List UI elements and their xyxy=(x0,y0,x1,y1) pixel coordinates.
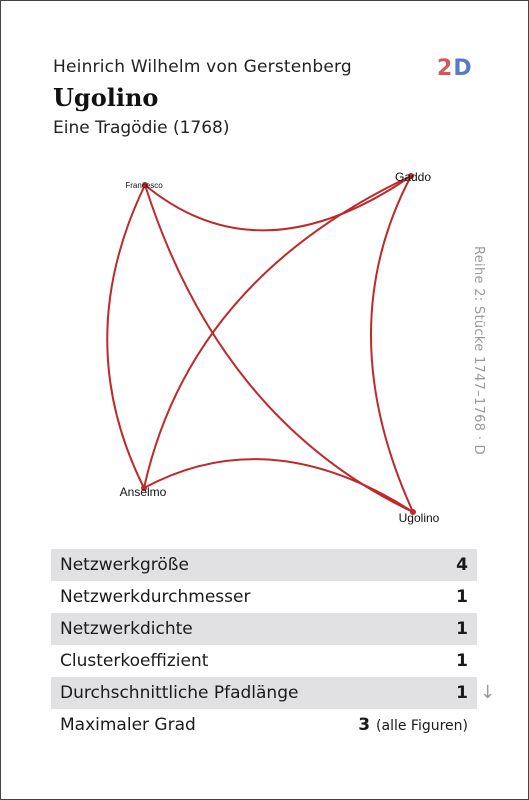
arrow-down-icon[interactable]: ↓ xyxy=(480,682,496,703)
stat-row xyxy=(51,581,477,613)
series-code-letter: D xyxy=(453,56,473,81)
node-label: Anselmo xyxy=(119,485,167,499)
stat-note: (alle Figuren) xyxy=(376,718,468,734)
node-label: Francesco xyxy=(125,181,163,190)
network-edge xyxy=(371,176,413,512)
network-edges xyxy=(107,176,413,512)
stat-label: Netzwerkgröße xyxy=(60,555,189,575)
stat-row xyxy=(51,549,477,581)
author: Heinrich Wilhelm von Gerstenberg xyxy=(53,57,352,77)
stat-label: Durchschnittliche Pfadlänge xyxy=(60,683,299,703)
network-edge xyxy=(107,185,145,488)
stat-value-group xyxy=(358,715,468,735)
network-nodes xyxy=(120,170,440,525)
stat-row xyxy=(51,709,477,741)
stat-row xyxy=(51,677,477,709)
play-title: Ugolino xyxy=(53,83,159,112)
stats-table xyxy=(51,549,477,741)
series-code-number: 2 xyxy=(437,56,454,81)
stat-row xyxy=(51,613,477,645)
node-label: Gaddo xyxy=(394,170,432,184)
stat-value: 1 xyxy=(456,651,468,671)
stat-label: Maximaler Grad xyxy=(60,715,196,735)
stat-value: 1 xyxy=(456,683,468,703)
stat-value: 1 xyxy=(456,619,468,639)
network-edge xyxy=(145,176,411,230)
stat-label: Netzwerkdurchmesser xyxy=(60,587,251,607)
network-edge xyxy=(145,185,413,512)
stat-value: 4 xyxy=(456,555,468,575)
play-subtitle: Eine Tragödie (1768) xyxy=(53,118,230,138)
node-label: Ugolino xyxy=(398,511,440,525)
stat-value: 3 xyxy=(358,715,371,735)
stat-label: Clusterkoeffizient xyxy=(60,651,209,671)
network-edge xyxy=(144,459,413,512)
stat-row xyxy=(51,645,477,677)
series-label: Reihe 2: Stücke 1747–1768 · D xyxy=(471,246,486,455)
stat-label: Netzwerkdichte xyxy=(60,619,193,639)
stat-value: 1 xyxy=(456,587,468,607)
